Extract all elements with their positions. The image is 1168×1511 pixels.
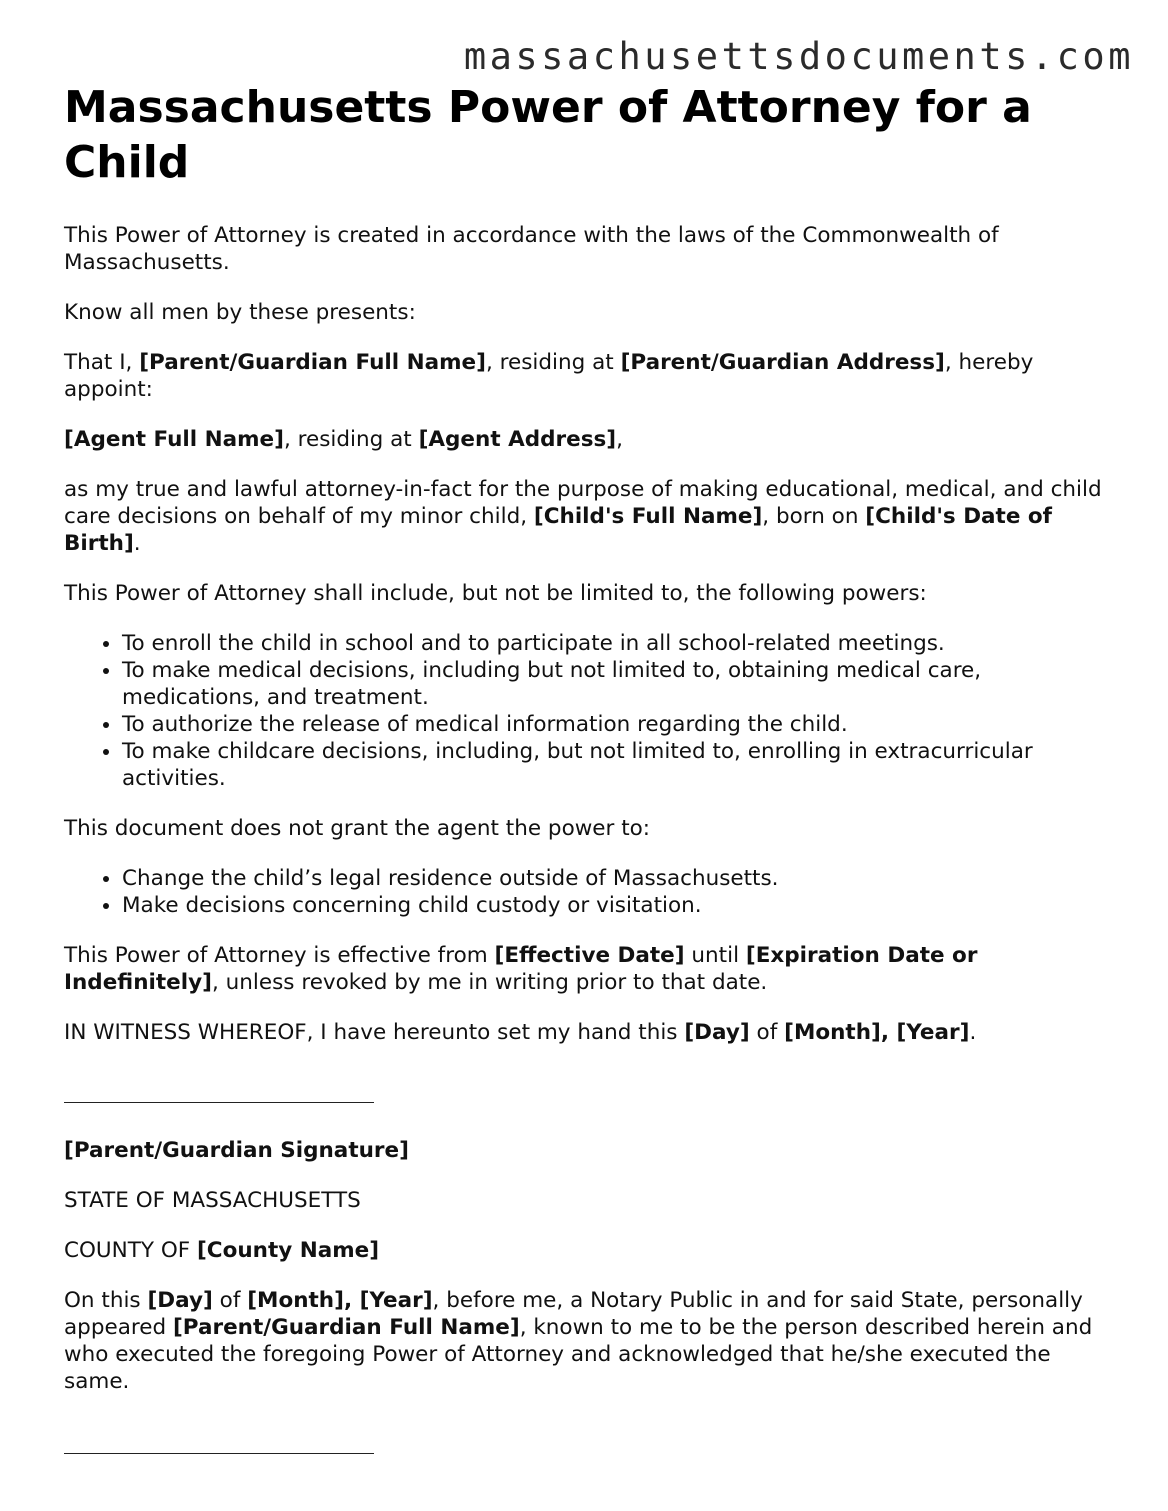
purpose-text-2: , born on [762,504,866,529]
notary-text-3: , before me, a Notary Public in and for said State, personally appeared [64,1288,1083,1340]
witness-text-1: IN WITNESS WHEREOF, I have hereunto set my hand this [64,1020,685,1045]
witness-month-year-field: [Month], [Year] [784,1020,970,1045]
list-item: • To enroll the child in school and to participate in all school-related meetings. [122,630,1114,657]
witness-paragraph [64,1019,1114,1046]
witness-day-field: [Day] [684,1020,750,1045]
county-text: COUNTY OF [64,1238,197,1263]
state-line: STATE OF MASSACHUSETTS [64,1188,361,1213]
list-item: • To authorize the release of medical information regarding the child. [122,711,1114,738]
appoint-text-2: , residing at [485,350,621,375]
site-watermark: massachusettsdocuments.com [463,35,1134,78]
notary-paragraph [64,1287,1114,1395]
list-item: • To make medical decisions, including but not limited to, obtaining medical care, medications, and treatment. [122,657,1114,711]
notary-text-1: On this [64,1288,148,1313]
agent-text-1: , residing at [283,427,419,452]
limits-list [64,865,1114,919]
list-item: • To make childcare decisions, including, but not limited to, enrolling in extracurricular activities. [122,738,1114,792]
appoint-paragraph [64,349,1114,403]
list-item: • Make decisions concerning child custody or visitation. [122,892,1114,919]
child-name-field: [Child's Full Name] [533,504,763,529]
powers-list [64,630,1114,792]
appoint-text-1: That I, [64,350,140,375]
expiration-date-field: [Expiration Date or Indefinitely] [64,943,978,995]
limits-intro: This document does not grant the agent the power to: [64,816,651,841]
witness-text-2: of [749,1020,785,1045]
child-dob-field: [Child's Date of Birth] [64,504,1053,556]
effective-date-field: [Effective Date] [494,943,685,968]
document-title: Massachusetts Power of Attorney for a Child [64,82,1032,188]
notary-text-4: , known to me to be the person described herein and who executed the foregoing Power of Attorney and acknowledged that he/she executed the same. [64,1315,1093,1394]
agent-text-2: , [616,427,623,452]
notary-text-2: of [212,1288,248,1313]
agent-paragraph [64,426,1114,453]
agent-name-field: [Agent Full Name] [64,427,284,452]
purpose-paragraph [64,476,1114,557]
effective-text-3: , unless revoked by me in writing prior to that date. [211,970,768,995]
parent-address-field: [Parent/Guardian Address] [620,350,945,375]
notary-month-year-field: [Month], [Year] [247,1288,433,1313]
notary-signature-line [64,1453,374,1454]
agent-address-field: [Agent Address] [418,427,617,452]
effective-paragraph [64,942,1114,996]
county-line [64,1237,1114,1264]
effective-text-2: until [684,943,746,968]
parent-name-field: [Parent/Guardian Full Name] [139,350,486,375]
intro-paragraph: This Power of Attorney is created in accordance with the laws of the Commonwealth of Massachusetts. [64,223,999,275]
purpose-text-1: as my true and lawful attorney-in-fact for the purpose of making educational, medical, and child care decisions on behalf of my minor child, [64,477,1102,529]
effective-text-1: This Power of Attorney is effective from [64,943,495,968]
signature-line [64,1102,374,1103]
list-item: • Change the child’s legal residence outside of Massachusetts. [122,865,1114,892]
signature-label-paragraph [64,1137,1114,1164]
signature-label: [Parent/Guardian Signature] [64,1138,409,1163]
notary-parent-name-field: [Parent/Guardian Full Name] [172,1315,520,1340]
purpose-text-3: . [133,531,141,556]
document-body [64,80,1114,1454]
powers-intro: This Power of Attorney shall include, but not be limited to, the following powers: [64,581,927,606]
witness-text-3: . [969,1020,977,1045]
appoint-text-3: , hereby appoint: [64,350,1034,402]
notary-day-field: [Day] [147,1288,213,1313]
know-all-paragraph: Know all men by these presents: [64,300,416,325]
county-name-field: [County Name] [196,1238,380,1263]
